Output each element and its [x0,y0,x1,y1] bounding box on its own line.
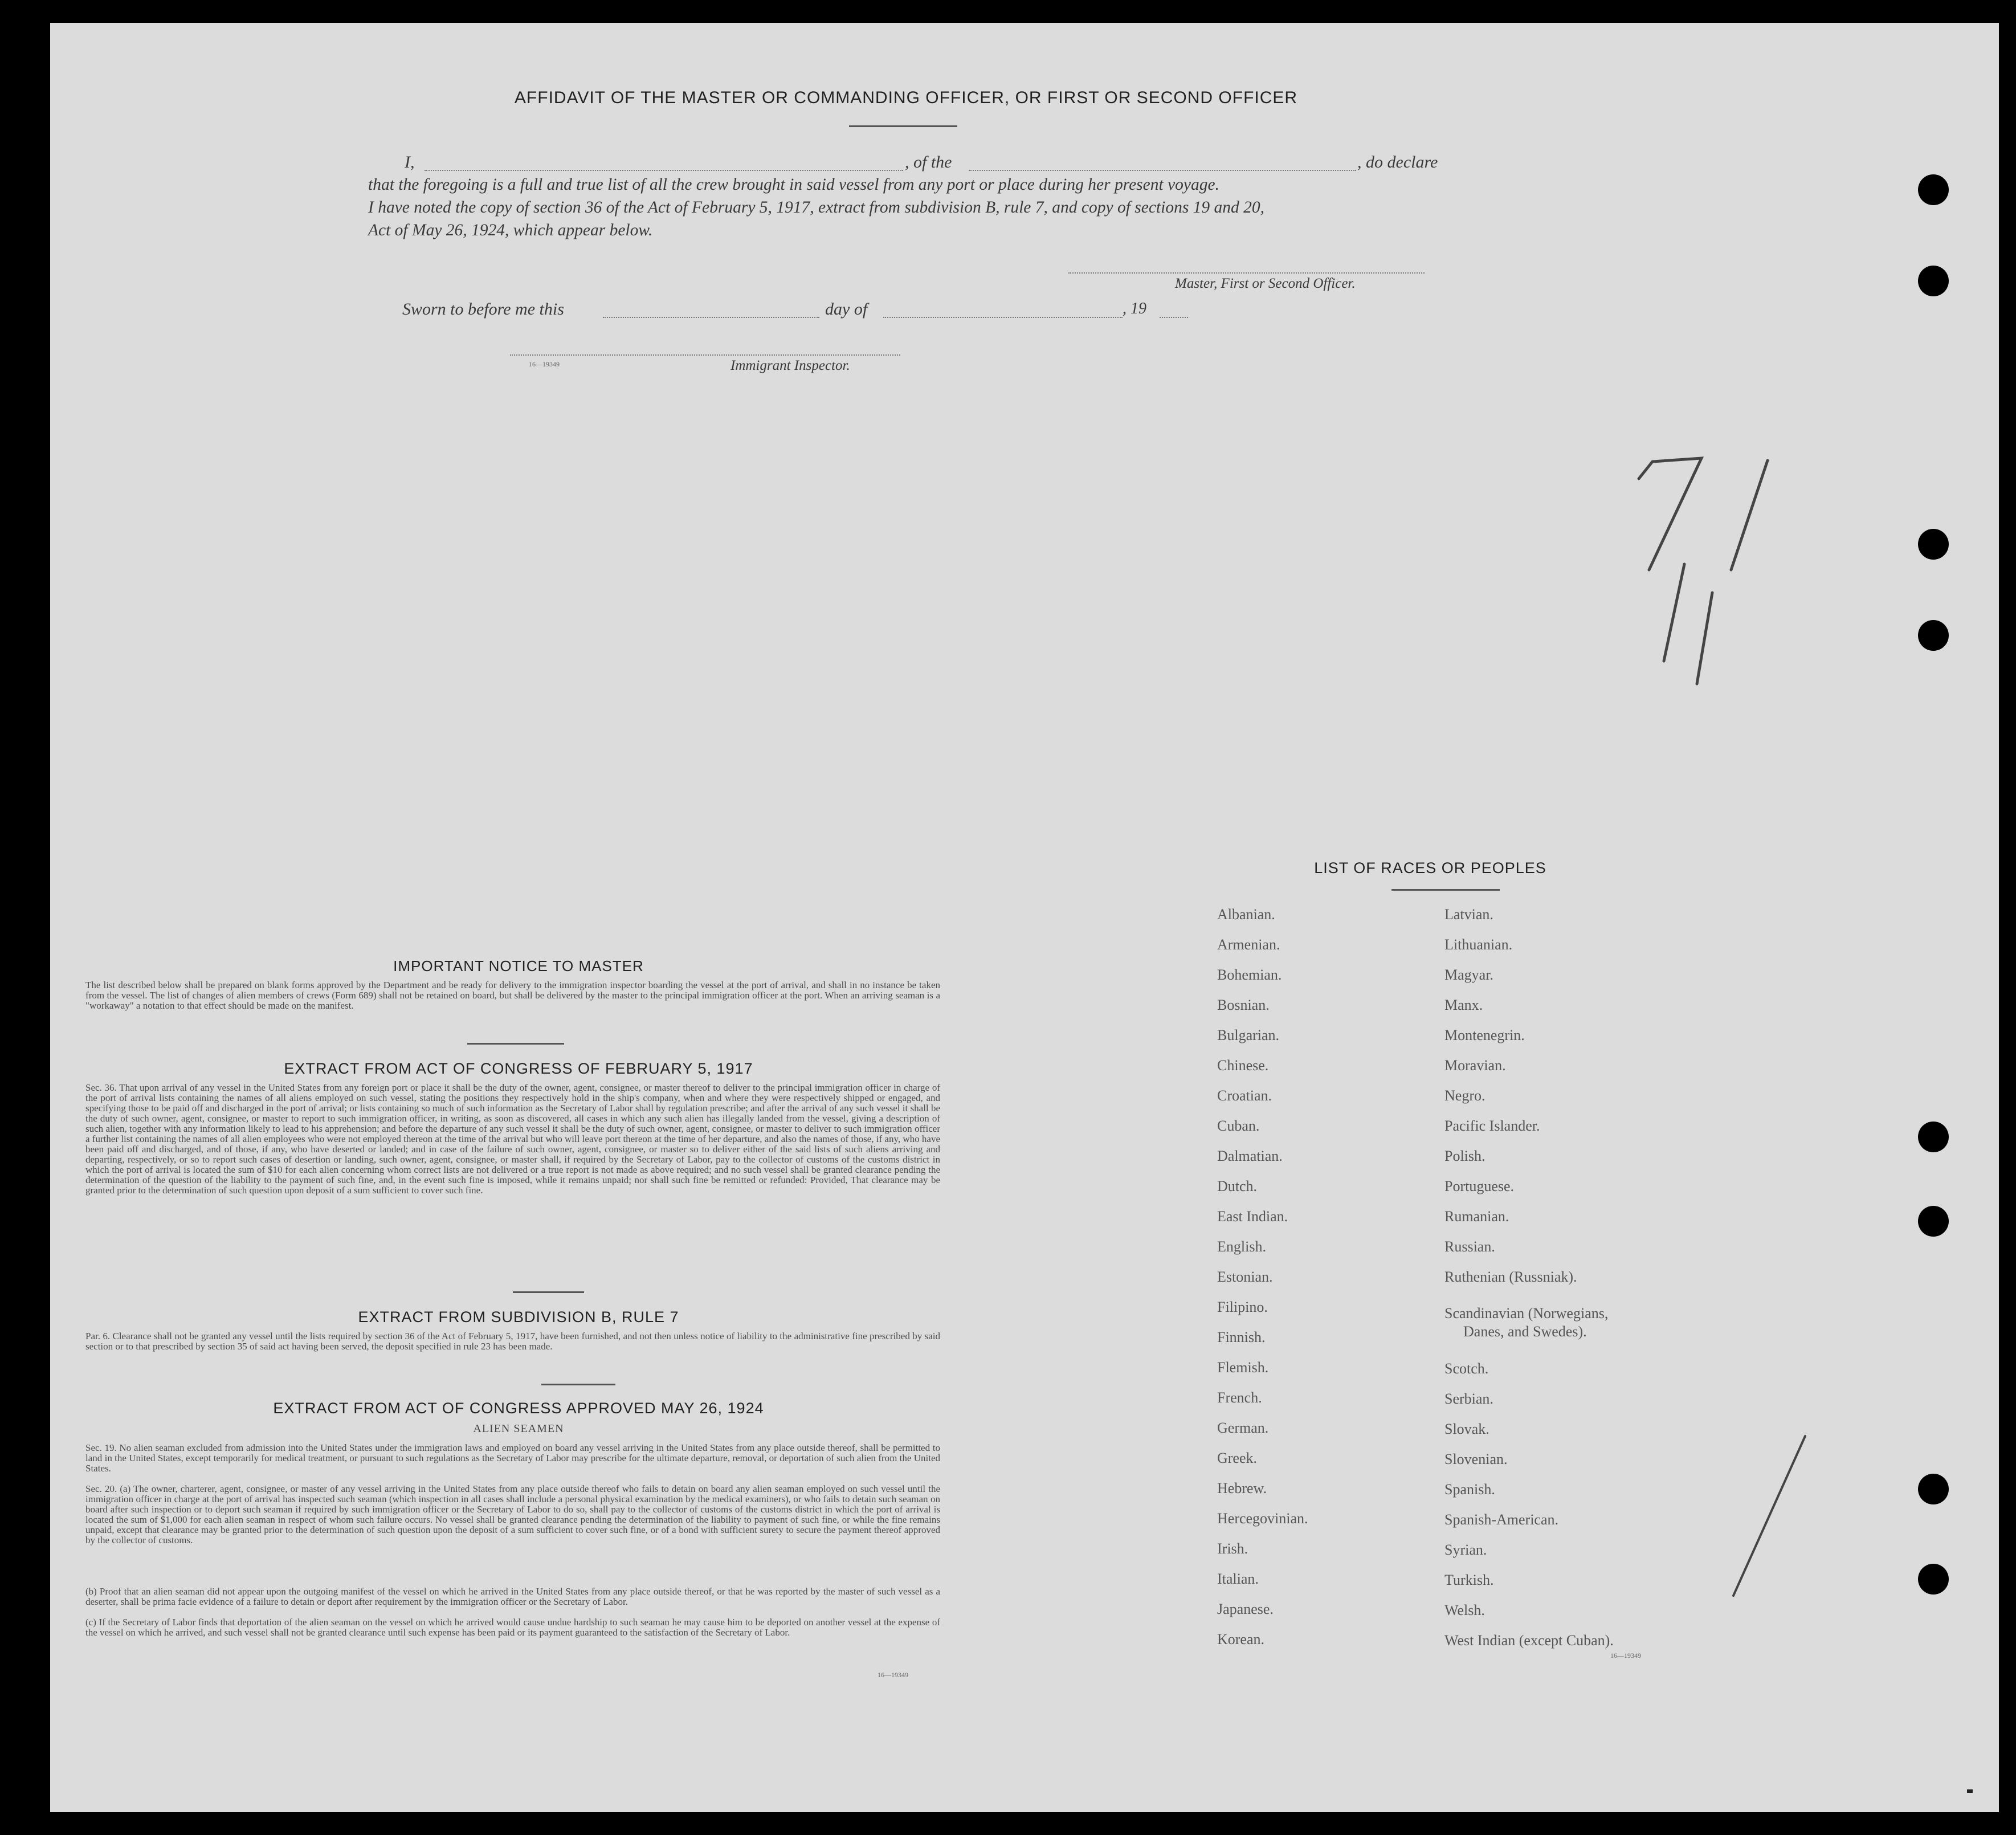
extract-1924-sec20b: (b) Proof that an alien seaman did not appear upon the outgoing manifest of the vessel on which he arrived in the United States from any place outside thereof, or that he was reported by the master of such vessel as a deserter, shall be prima facie evidence of a failure to detain or deport after requirement by the immigration officer or the Secretary of Labor. [85,1586,940,1607]
race-item: Spanish-American. [1444,1511,1559,1528]
race-item: Slovenian. [1444,1451,1508,1467]
race-item: Scandinavian (Norwegians, [1444,1305,1609,1322]
affidavit-title: AFFIDAVIT OF THE MASTER OR COMMANDING OFFICER, OR FIRST OR SECOND OFFICER [514,88,1298,107]
race-item: Welsh. [1444,1602,1485,1618]
extract-rule7-title: EXTRACT FROM SUBDIVISION B, RULE 7 [358,1308,679,1326]
race-item: Turkish. [1444,1572,1494,1588]
race-item: Russian. [1444,1238,1495,1255]
race-item: Latvian. [1444,906,1493,923]
affidavit-line3: I have noted the copy of section 36 of the Act of February 5, 1917, extract from subdivision B, rule 7, and copy of sections 19 and 20, [368,198,1265,217]
race-item: Manx. [1444,997,1483,1013]
binder-hole [1918,1474,1949,1504]
affidavit-form-code: 16—19349 [529,360,560,368]
page-mark [1967,1789,1973,1793]
race-item: Ruthenian (Russniak). [1444,1269,1577,1285]
affidavit-line4: Act of May 26, 1924, which appear below. [368,221,653,239]
divider [541,1384,615,1385]
race-item: German. [1217,1420,1269,1436]
affidavit-i: I, [405,153,415,172]
extract-rule7-text: Par. 6. Clearance shall not be granted any vessel until the lists required by section 36 of the Act of February 5, 1917, have been furnished, and not then unless notice of liability to the administrative fine prescribed by said section or to that prescribed by section 35 of said act having been served, the deposit specified in rule 23 has been made. [85,1331,940,1352]
extract-1917-text: Sec. 36. That upon arrival of any vessel in the United States from any foreign port or place it shall be the duty of the owner, agent, consignee, or master thereof to deliver to the principal immigration officer in charge of the port of arrival lists containing the names of all aliens employed on such vessel, stating the positions they respectively hold in the ship's company, when and where they were respectively shipped or engaged, and specifying those to be paid off and discharged in the port of arrival; or lists containing so much of such information as the Secretary of Labor shall by regulation prescribe; and after the arrival of any such vessel it shall be the duty of such owner, agent, consignee, or master to report to such immigration officer, in writing, as soon as discovered, all cases in which any such alien has illegally landed from the vessel, giving a description of such alien, together with any information likely to lead to his apprehension; and before the departure of any such vessel it shall be the duty of such owner, agent, consignee, or master to deliver to such immigration officer a further list containing the names of all alien employees who were not employed thereon at the time of the arrival but who will leave port thereon at the time of her departure, and also the names of those, if any, who have been paid off and discharged, and of those, if any, who have deserted or landed; and in case of the failure of such owner, agent, consignee, or master so to deliver either of the said lists of such aliens arriving and departing, respectively, or so to report such cases of desertion or landing, such owner, agent, consignee, or master shall, if required by the Secretary of Labor, pay to the collector of customs of the customs district in which the port of arrival is located the sum of $10 for each alien concerning whom correct lists are not delivered or a true report is not made as above required; and no such vessel shall be granted clearance pending the determination of the question of the liability to the payment of such fine, and, in the event such fine is imposed, while it remains unpaid; nor shall such fine be remitted or refunded: Provided, That clearance may be granted prior to the determination of such question upon deposit of a sum sufficient to cover such fine. [85,1082,940,1196]
sworn-day-of: day of [825,300,868,319]
race-item: Filipino. [1217,1299,1268,1315]
race-item: Slovak. [1444,1421,1489,1437]
race-item: Hebrew. [1217,1480,1267,1496]
race-item: Japanese. [1217,1601,1274,1617]
binder-hole [1918,266,1949,296]
affidavit-of-the: , of the [905,153,952,172]
race-item: Finnish. [1217,1329,1266,1345]
race-item: Lithuanian. [1444,936,1513,953]
race-item: Bosnian. [1217,997,1270,1013]
race-item: Serbian. [1444,1390,1493,1407]
race-item: Portuguese. [1444,1178,1515,1194]
sworn-day-blank[interactable] [603,317,819,318]
binder-hole [1918,1564,1949,1595]
race-item: Bohemian. [1217,967,1282,983]
race-item: English. [1217,1238,1266,1255]
race-item: Montenegrin. [1444,1027,1525,1043]
affidavit-line2: that the foregoing is a full and true list of all the crew brought in said vessel from any port or place during her present voyage. [368,176,1219,194]
inspector-blank[interactable] [510,354,900,356]
extract-1924-sec20c: (c) If the Secretary of Labor finds that deportation of the alien seaman on the vessel on which he arrived would cause undue hardship to such seaman he may cause him to be deported on another vessel at the expense of the vessel on which he arrived, and such vessel shall not be granted clearance until such expense has been paid or its payment guaranteed to the satisfaction of the Secretary of Labor. [85,1617,940,1638]
handwritten-number [1630,445,1789,718]
extract-1924-subtitle: ALIEN SEAMEN [473,1422,564,1435]
notice-text: The list described below shall be prepared on blank forms approved by the Department and be ready for delivery to the immigration inspector boarding the vessel at the port of arrival, and shall in no instance be taken from the vessel. The list of changes of alien members of crews (Form 689) shall not be retained on board, but shall be delivered by the master to the principal immigration officer at the port. When an arriving seaman is a "workaway" a notation to that effect should be made on the manifest. [85,980,940,1011]
races-code: 16—19349 [1610,1652,1641,1659]
race-item: Dutch. [1217,1178,1258,1194]
race-item: Moravian. [1444,1057,1506,1074]
race-item: Syrian. [1444,1542,1487,1558]
race-item: Pacific Islander. [1444,1118,1540,1134]
race-item: Greek. [1217,1450,1258,1466]
race-item: Chinese. [1217,1057,1269,1074]
binder-hole [1918,174,1949,205]
divider [467,1043,564,1045]
title-divider [849,125,957,127]
extract-1924-sec20a: Sec. 20. (a) The owner, charterer, agent, consignee, or master of any vessel arriving in the United States from any place outside thereof who fails to detain on board any alien seaman employed on such vessel until the immigration officer in charge at the port of arrival has inspected such seaman (which inspection in all cases shall include a personal physical examination by the medical examiners), or who fails to detain such seaman on board after such inspection or to deport such seaman if required by such immigration officer or the Secretary of Labor to do so, shall pay to the collector of customs of the customs district in which the port of arrival is located the sum of $1,000 for each alien seaman in respect of whom such failure occurs. No vessel shall be granted clearance pending the determination of the liability to payment of such fine, or while the fine remains unpaid, except that clearance may be granted prior to the determination of such question upon the deposit of a sum sufficient to cover such fine, or of a bond with sufficient surety to secure the payment thereof approved by the collector of customs. [85,1483,940,1546]
race-item: Danes, and Swedes). [1463,1323,1587,1340]
race-item: Scotch. [1444,1360,1489,1377]
race-item: Magyar. [1444,967,1493,983]
race-item: Polish. [1444,1148,1486,1164]
binder-hole [1918,620,1949,651]
sworn-month-blank[interactable] [883,317,1123,318]
race-item: Korean. [1217,1631,1265,1648]
race-item: Irish. [1217,1540,1248,1557]
signature-label: Master, First or Second Officer. [1175,276,1356,291]
race-item: Negro. [1444,1087,1486,1104]
extract-1924-title: EXTRACT FROM ACT OF CONGRESS APPROVED MAY 26, 1924 [273,1400,764,1417]
race-item: Italian. [1217,1571,1259,1587]
race-item: Bulgarian. [1217,1027,1280,1043]
binder-hole [1918,529,1949,560]
race-item: Rumanian. [1444,1208,1509,1225]
race-item: Flemish. [1217,1359,1269,1376]
races-divider [1391,889,1500,891]
race-item: Spanish. [1444,1481,1495,1498]
sworn-year-blank[interactable] [1160,317,1188,318]
sworn-year: , 19 [1123,300,1146,317]
divider [513,1291,584,1293]
vessel-blank[interactable] [969,170,1356,171]
race-item: Croatian. [1217,1087,1272,1104]
extract-1924-sec19: Sec. 19. No alien seaman excluded from admission into the United States under the immigration laws and employed on board any vessel arriving in the United States from any place outside thereof, shall be permitted to land in the United States, except temporarily for medical treatment, or pursuant to such regulations as the Secretary of Labor may prescribe for the ultimate departure, removal, or deportation of such alien from the United States. [85,1442,940,1474]
affidavit-do-declare: , do declare [1357,153,1438,172]
extract-1924-code: 16—19349 [878,1671,908,1679]
binder-hole [1918,1122,1949,1152]
binder-hole [1918,1206,1949,1237]
handwritten-mark [1721,1425,1823,1607]
race-item: Estonian. [1217,1269,1273,1285]
race-item: Albanian. [1217,906,1275,923]
race-item: Cuban. [1217,1118,1260,1134]
race-item: East Indian. [1217,1208,1288,1225]
races-title: LIST OF RACES OR PEOPLES [1314,859,1546,876]
race-item: Armenian. [1217,936,1280,953]
race-item: Dalmatian. [1217,1148,1283,1164]
race-item: French. [1217,1389,1262,1406]
signature-blank[interactable] [1068,272,1425,274]
extract-1917-title: EXTRACT FROM ACT OF CONGRESS OF FEBRUARY 5, 1917 [284,1060,753,1077]
race-item: Hercegovinian. [1217,1510,1308,1527]
sworn-prefix: Sworn to before me this [402,300,564,319]
inspector-label: Immigrant Inspector. [731,358,850,373]
name-blank[interactable] [425,170,903,171]
race-item: West Indian (except Cuban). [1444,1632,1614,1649]
notice-title: IMPORTANT NOTICE TO MASTER [393,957,644,974]
